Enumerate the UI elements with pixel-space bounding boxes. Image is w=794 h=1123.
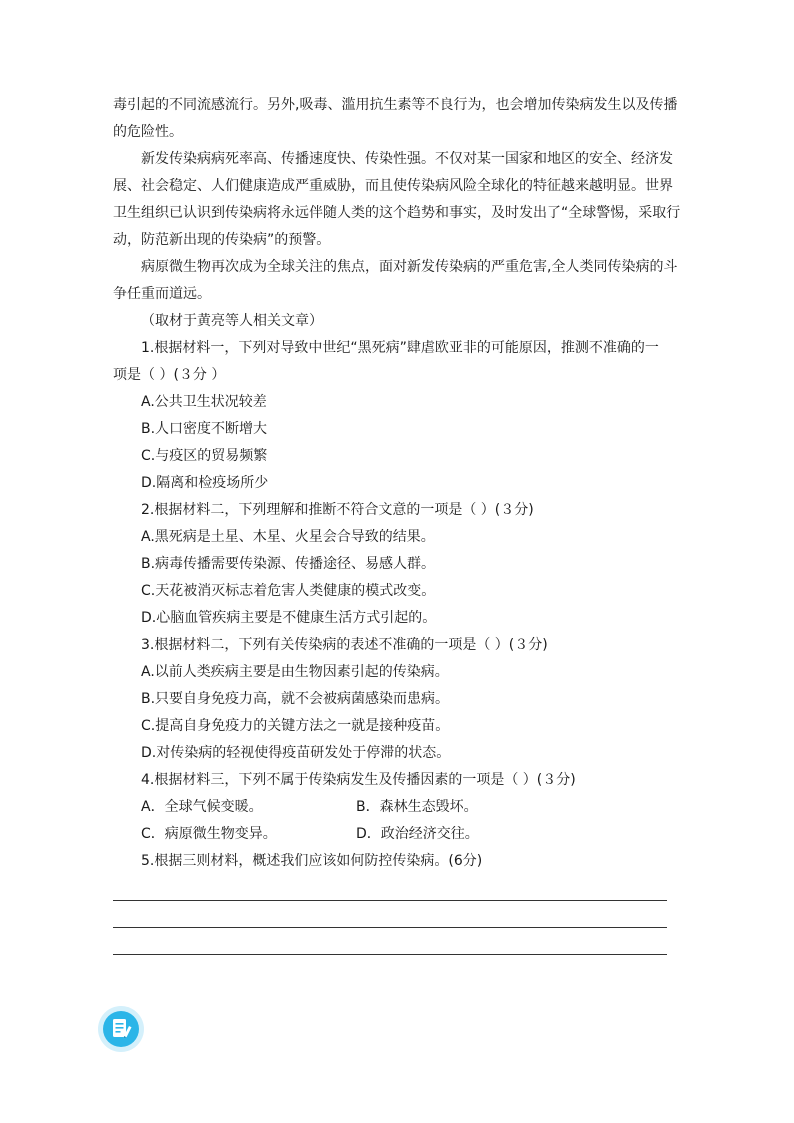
option: C．病原微生物变异。 [141,826,277,842]
answer-line[interactable] [113,927,667,928]
question-stem: 1.根据材料一，下列对导致中世纪“黑死病”肆虐欧亚非的可能原因，推测不准确的一 [141,340,659,356]
option: C.提高自身免疫力的关键方法之一就是接种疫苗。 [141,718,450,734]
question-3 [113,632,683,767]
answer-area[interactable] [113,900,667,981]
option-row [113,821,683,848]
option: B.只要自身免疫力高，就不会被病菌感染而患病。 [141,691,450,707]
question-stem: 2.根据材料二，下列理解和推断不符合文意的一项是（ ）(３分) [141,502,534,518]
option-row [113,794,683,821]
option: B．森林生态毁坏。 [356,799,478,815]
question-stem: 5.根据三则材料，概述我们应该如何防控传染病。(6分) [141,853,483,869]
question-2 [113,497,683,632]
paragraph: 新发传染病病死率高、传播速度快、传染性强。不仅对某一国家和地区的安全、经济发展、社会稳定、人们健康造成严重威胁，而且使传染病风险全球化的特征越来越明显。世界卫生组织已认识到传染病将永远伴随人类的这个趋势和事实，及时发出了“全球警惕，采取行动，防范新出现的传染病”的预警。 [113,151,681,248]
question-4 [113,767,683,848]
option: D.隔离和检疫场所少 [141,475,269,491]
notebook-pencil-icon[interactable] [98,1006,144,1052]
question-stem: 3.根据材料二，下列有关传染病的表述不准确的一项是（ ）(３分) [141,637,548,653]
question-stem-continuation: 项是（ ）(３分 ） [113,367,226,383]
option: C.与疫区的贸易频繁 [141,448,268,464]
option: A.以前人类疾病主要是由生物因素引起的传染病。 [141,664,449,680]
paragraph-continuation [113,92,683,146]
text-line: 毒引起的不同流感流行。另外,吸毒、滥用抗生素等不良行为，也会增加传染病发生以及传播 [113,97,678,113]
option: B.病毒传播需要传染源、传播途径、易感人群。 [141,556,436,572]
question-stem: 4.根据材料三，下列不属于传染病发生及传播因素的一项是（ ）(３分) [141,772,576,788]
option: D.心脑血管疾病主要是不健康生活方式引起的。 [141,610,437,626]
answer-line[interactable] [113,954,667,955]
question-5 [113,848,683,875]
option: A．全球气候变暖。 [141,799,263,815]
option: B.人口密度不断增大 [141,421,268,437]
text-line: 的危险性。 [113,124,183,140]
option: A.公共卫生状况较差 [141,394,267,410]
option: C.天花被消灭标志着危害人类健康的模式改变。 [141,583,436,599]
source-note: （取材于黄亮等人相关文章） [141,313,323,329]
option: D.对传染病的轻视使得疫苗研发处于停滞的状态。 [141,745,451,761]
option: D．政治经济交往。 [356,826,479,842]
answer-line[interactable] [113,900,667,901]
question-1 [113,335,683,497]
document-body [113,92,683,875]
option: A.黑死病是土星、木星、火星会合导致的结果。 [141,529,435,545]
paragraph: 病原微生物再次成为全球关注的焦点，面对新发传染病的严重危害,全人类同传染病的斗争任重而道远。 [113,259,678,302]
